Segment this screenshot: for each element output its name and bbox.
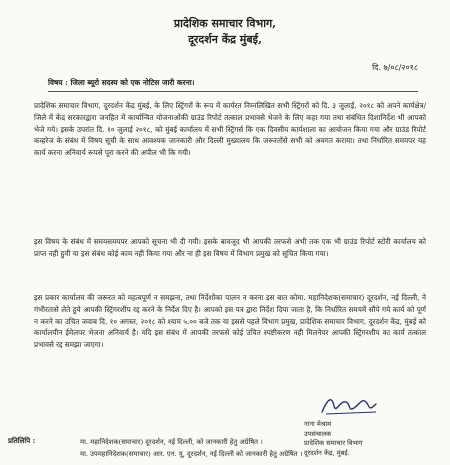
signature-block <box>304 420 363 458</box>
body-paragraph-3: इस प्रकार कार्यालय की जरूरत को महत्वपूर्ण न समझना, तथा निर्देशोंका पालन न करना इस बात कोमा. महानिदेशक(समाचार) दूरदर्शन, नई दिल्ली, ने गंभीरतासे लेते हुये आपकी स्ट्रिंगरशीप रद्द करने के निर्देश दिए है। आपको इस पत्र द्वारा निर्देश दिया जाता है, कि निर्धारित समयमें सौंपे गये कार्य को पूर्ण न करने का उचित जवाब दि. १० अगस्त, २०१८ को श्याम ५.०० बजे तक या इससे पहले विभाग प्रमुख, प्रादेशिक समाचार विभाग, दूरदर्शन केंद्र, मुंबई को कार्यालयीन ईमेलपर भेजना अनिवार्य है। यदि इस संबंध में आपकी तरफसे कोई उचित स्पष्टीकरण नही मिलनेपर आपकी स्ट्रिंगरशीप का कार्य तत्काल प्रभावसे रद्द समझा जाएगा। <box>34 293 426 350</box>
letterhead-office: दूरदर्शन केंद्र मुंबई, <box>188 33 262 46</box>
copy-to-label: प्रतिलिपि : <box>8 436 36 445</box>
body-paragraph-1: प्रादेशिक समाचार विभाग, दूरदर्शन केंद्र मुंबई, के लिए स्ट्रिंगरों के रूप में कार्यरत निम्नलिखित सभी स्ट्रिंगरों को दि. ३ जुलाई, २०१८ को अपने कार्यक्षेत्र/जिले में केंद्र सरकारद्वारा जनहित में कार्यान्वित योजनाओंकी ग्राउंड रिपोर्ट तत्काल प्रभावसे भेजने के लिए कहा गया तथा संबंधित दिशानिर्देश भी आपको भेजे गये। इसके उपरांत दि. १० जुलाई २०१८, को मुंबई कार्यालय में सभी स्ट्रिंगर्स कि एक दिवसीय कार्यशाला का आयोजन किया गया और ग्राउंड रिपोर्ट कव्हरेज के संबंध में विषय सूची के साथ आवश्यक जानकारी और दिल्ली मुख्यालय कि जरूरतोंसे सभी को अवगत कराया। तथा निर्धारित समयपर यह कार्य करना अनिवार्य रूपसे पूरा करने की अपील भी कि गयी। <box>34 101 426 158</box>
letterhead-department: प्रादेशिक समाचार विभाग, <box>173 17 277 30</box>
copy-to-item: मा. उपमहानिदेशक(समाचार) आर. एन. यू, दूरदर्शन, नई दिल्ली को जानकारी हेतु अग्रेषित । <box>80 450 303 458</box>
signatory-department: प्रादेशिक समाचार विभाग <box>304 439 363 447</box>
letter-date: दि. ७/०८/२०१८ <box>372 63 418 72</box>
subject-underline <box>48 91 418 92</box>
signatory-name: नाना मेश्राम <box>304 420 332 428</box>
signatory-designation: उपसंचालक <box>304 429 332 438</box>
copy-to-item: मा. महानिदेशक(समाचार) दूरदर्शन, नई दिल्ली, को जानकारी हेतु अग्रेषित । <box>80 438 263 446</box>
letter-subject: विषय : जिला ब्यूरो सदस्य को एक नोटिस जारी करना। <box>48 78 195 87</box>
body-paragraph-2: इस विषय के संबंध में समयसमयपर आपको सूचना भी दी गयी। इसके बावजूद भी आपकी तरफसे अभी तक एक भी ग्राउंड रिपोर्ट स्टोरी कार्यालय को प्राप्त नही हुयी या इस संबंध कोई काम नही किया गया और ना ही इस विषय में विभाग प्रमुख को सूचित किया गया। <box>34 237 426 258</box>
handwritten-signature <box>318 392 382 418</box>
signatory-office: दूरदर्शन केंद्र, मुंबई. <box>304 448 350 457</box>
copy-to-list <box>80 436 302 460</box>
